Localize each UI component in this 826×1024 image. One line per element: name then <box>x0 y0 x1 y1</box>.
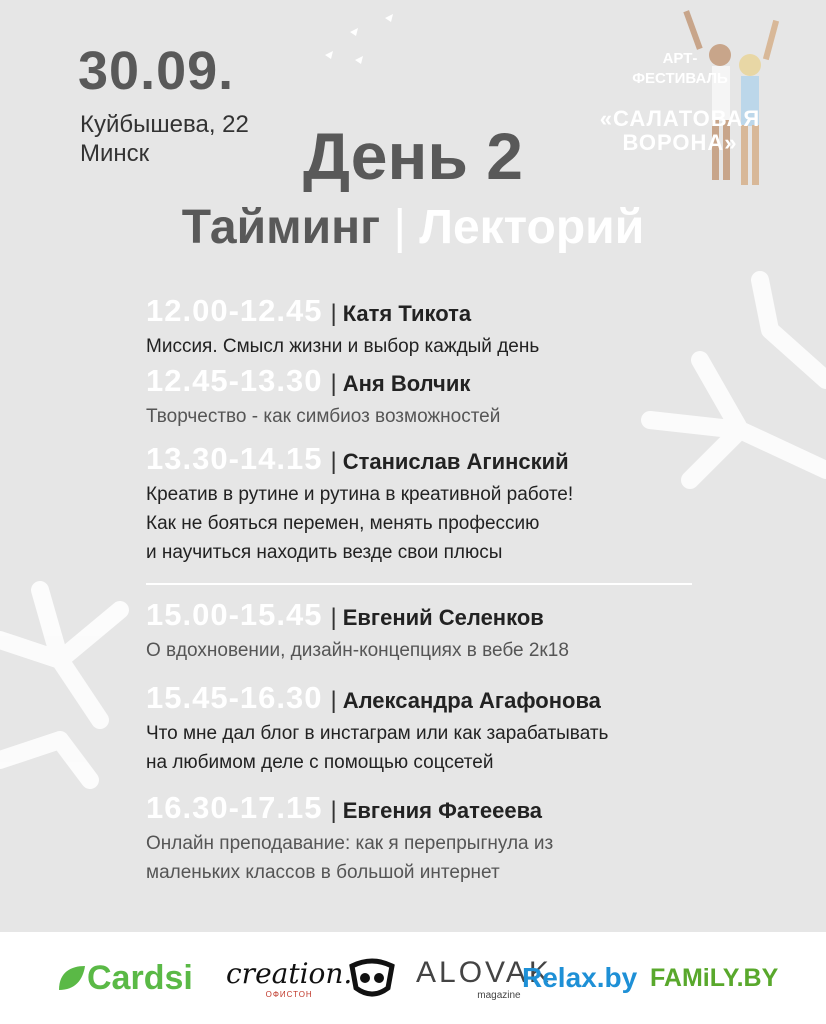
session-2: 12.45-13.30 | Аня Волчик Творчество - как симбиоз возможностей <box>146 363 746 433</box>
session-time: 12.00-12.45 <box>146 293 323 328</box>
mask-logo <box>348 932 396 1024</box>
city: Минск <box>80 140 150 167</box>
session-speaker: Александра Агафонова <box>342 688 601 713</box>
session-6: 16.30-17.15 | Евгения Фатееева Онлайн преподавание: как я перепрыгнула из маленьких классов в большой интернет <box>146 790 746 887</box>
sponsors-footer <box>0 932 826 1024</box>
subtitle-timing: Тайминг <box>181 201 381 254</box>
cardsi-text: Cardsi <box>87 958 193 997</box>
festival-label-line3: «САЛАТОВАЯ <box>599 106 761 131</box>
session-4: 15.00-15.45 | Евгений Селенков О вдохновении, дизайн-концепциях в вебе 2к18 <box>146 597 746 672</box>
session-description-line2: маленьких классов в большой интернет <box>146 862 500 883</box>
session-3: 13.30-14.15 | Станислав Агинский Креатив в рутине и рутина в креативной работе! Как не бояться перемен, менять профессию и научиться находить везде свои плюсы <box>146 441 746 589</box>
session-speaker: Аня Волчик <box>342 371 471 396</box>
session-description-line1: Онлайн преподавание: как я перепрыгнула из <box>146 833 554 854</box>
creation-logo <box>226 932 352 1024</box>
section-divider <box>146 583 692 585</box>
address: Куйбышева, 22 <box>80 111 249 138</box>
session-time: 13.30-14.15 <box>146 441 323 476</box>
session-speaker: Катя Тикота <box>342 301 472 326</box>
festival-label-line1: АРТ- <box>662 50 698 67</box>
sessions-list <box>146 293 746 895</box>
session-description-line2: на любимом деле с помощью соцсетей <box>146 752 494 773</box>
session-5: 15.45-16.30 | Александра Агафонова Что мне дал блог в инстаграм или как зарабатывать на любимом деле с помощью соцсетей <box>146 680 746 782</box>
session-time: 15.00-15.45 <box>146 597 323 632</box>
session-description: О вдохновении, дизайн-концепциях в вебе 2к18 <box>146 640 569 661</box>
day-title: День 2 <box>302 119 523 193</box>
relax-text: Relax.by <box>522 962 638 993</box>
session-description-line1: Креатив в рутине и рутина в креативной работе! <box>146 484 574 505</box>
cardsi-leaf-icon <box>55 962 87 994</box>
session-description: Миссия. Смысл жизни и выбор каждый день <box>146 336 540 357</box>
session-description-line1: Что мне дал блог в инстаграм или как зарабатывать <box>146 723 609 744</box>
creation-text: creation. <box>226 957 353 990</box>
subtitle <box>0 200 826 255</box>
session-speaker: Станислав Агинский <box>342 449 569 474</box>
alovak-subtext: magazine <box>477 989 521 1001</box>
creation-subtext: ОФИСТОН <box>265 990 313 999</box>
session-time: 12.45-13.30 <box>146 363 323 398</box>
subtitle-lectorium: Лекторий <box>419 201 645 254</box>
session-speaker: Евгений Селенков <box>342 605 544 630</box>
session-time: 15.45-16.30 <box>146 680 323 715</box>
session-description-line2: Как не бояться перемен, менять профессию <box>146 513 540 534</box>
session-speaker: Евгения Фатееева <box>342 798 543 823</box>
relax-logo <box>522 932 637 1024</box>
session-description: Творчество - как симбиоз возможностей <box>146 406 501 427</box>
family-logo <box>650 932 778 1024</box>
festival-label-line4: ВОРОНА» <box>622 130 738 155</box>
mask-icon <box>348 958 396 998</box>
session-time: 16.30-17.15 <box>146 790 323 825</box>
session-1: 12.00-12.45 | Катя Тикота Миссия. Смысл жизни и выбор каждый день <box>146 293 746 355</box>
event-date: 30.09. <box>78 41 235 101</box>
cardsi-logo <box>55 932 193 1024</box>
family-text: FAMiLY.BY <box>650 963 779 992</box>
subtitle-separator: | <box>393 201 406 254</box>
session-description-line3: и научиться находить везде свои плюсы <box>146 542 503 563</box>
festival-label-line2: ФЕСТИВАЛЬ <box>632 70 728 87</box>
alovak-text: ALOVAK <box>416 955 552 989</box>
